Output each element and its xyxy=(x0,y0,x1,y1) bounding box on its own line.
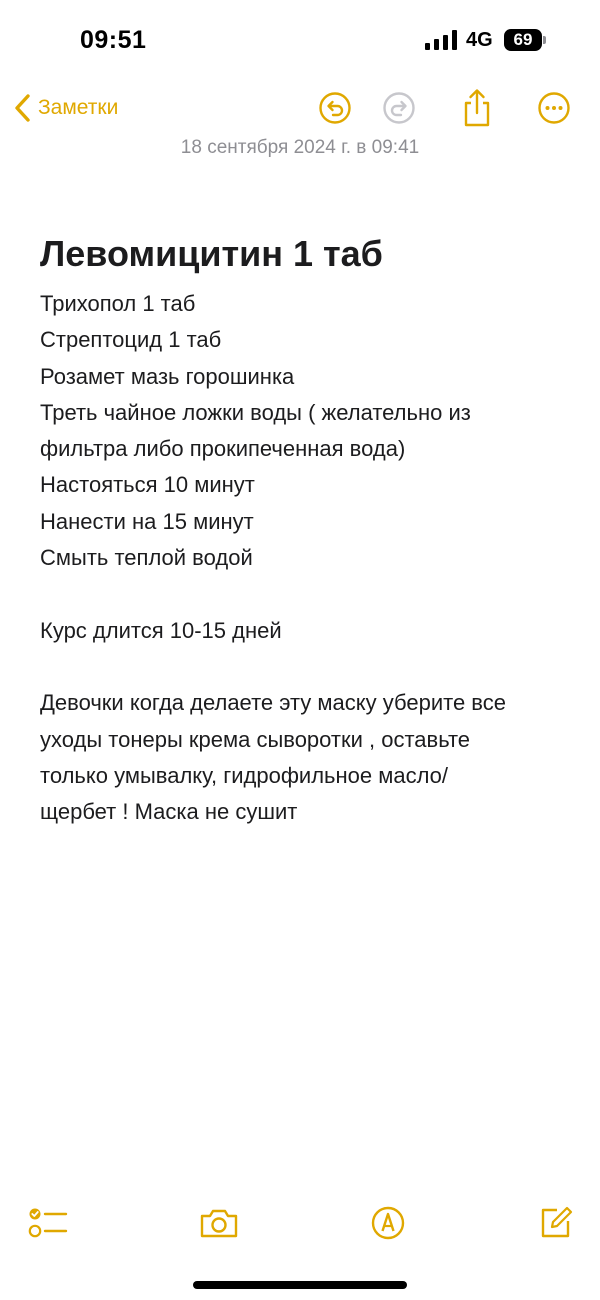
redo-button[interactable] xyxy=(377,86,421,130)
note-line: Смыть теплой водой xyxy=(40,545,253,571)
compose-icon xyxy=(537,1205,573,1241)
compose-button[interactable] xyxy=(532,1200,578,1246)
note-line: фильтра либо прокипеченная вода) xyxy=(40,436,406,462)
bottom-toolbar xyxy=(0,1198,600,1248)
markup-button[interactable] xyxy=(365,1200,411,1246)
note-line: Настояться 10 минут xyxy=(40,472,255,498)
note-line: Нанести на 15 минут xyxy=(40,508,254,534)
note-line: только умывалку, гидрофильное масло/ xyxy=(40,762,449,788)
note-line: Розамет мазь горошинка xyxy=(40,363,295,389)
note-line: Трихопол 1 таб xyxy=(40,291,196,316)
status-bar xyxy=(0,0,600,80)
home-indicator xyxy=(193,1281,407,1289)
camera-icon xyxy=(199,1207,239,1239)
back-label: Заметки xyxy=(38,96,119,119)
note-blank-line xyxy=(40,649,570,685)
note-blank-line xyxy=(40,576,570,612)
note-body[interactable] xyxy=(40,286,570,830)
nav-bar xyxy=(0,80,600,136)
network-type-label: 4G xyxy=(466,29,493,51)
checklist-icon xyxy=(28,1205,68,1241)
chevron-left-icon xyxy=(14,93,32,123)
back-button[interactable] xyxy=(14,88,118,128)
battery-icon: 69 xyxy=(504,29,542,51)
share-icon xyxy=(461,88,493,128)
undo-icon xyxy=(318,91,352,125)
note-line: Стрептоцид 1 таб xyxy=(40,327,222,353)
checklist-button[interactable] xyxy=(25,1200,71,1246)
note-title[interactable]: Левомицитин 1 таб xyxy=(40,233,383,274)
note-line: Курс длится 10-15 дней xyxy=(40,617,282,643)
signal-bars-icon xyxy=(425,30,457,50)
note-line: щербет ! Маска не сушит xyxy=(40,799,298,825)
share-button[interactable] xyxy=(455,86,499,130)
note-line: Девочки когда делаете эту маску уберите все xyxy=(40,690,506,716)
more-button[interactable] xyxy=(532,86,576,130)
note-line: уходы тонеры крема сыворотки , оставьте xyxy=(40,726,471,752)
note-date: 18 сентября 2024 г. в 09:41 xyxy=(180,137,420,158)
undo-button[interactable] xyxy=(313,86,357,130)
markup-pen-icon xyxy=(370,1205,406,1241)
redo-icon xyxy=(382,91,416,125)
more-icon xyxy=(537,91,571,125)
status-time: 09:51 xyxy=(80,26,147,54)
note-line: Треть чайное ложки воды ( желательно из xyxy=(40,399,471,425)
battery-cap xyxy=(543,36,546,44)
camera-button[interactable] xyxy=(196,1200,242,1246)
